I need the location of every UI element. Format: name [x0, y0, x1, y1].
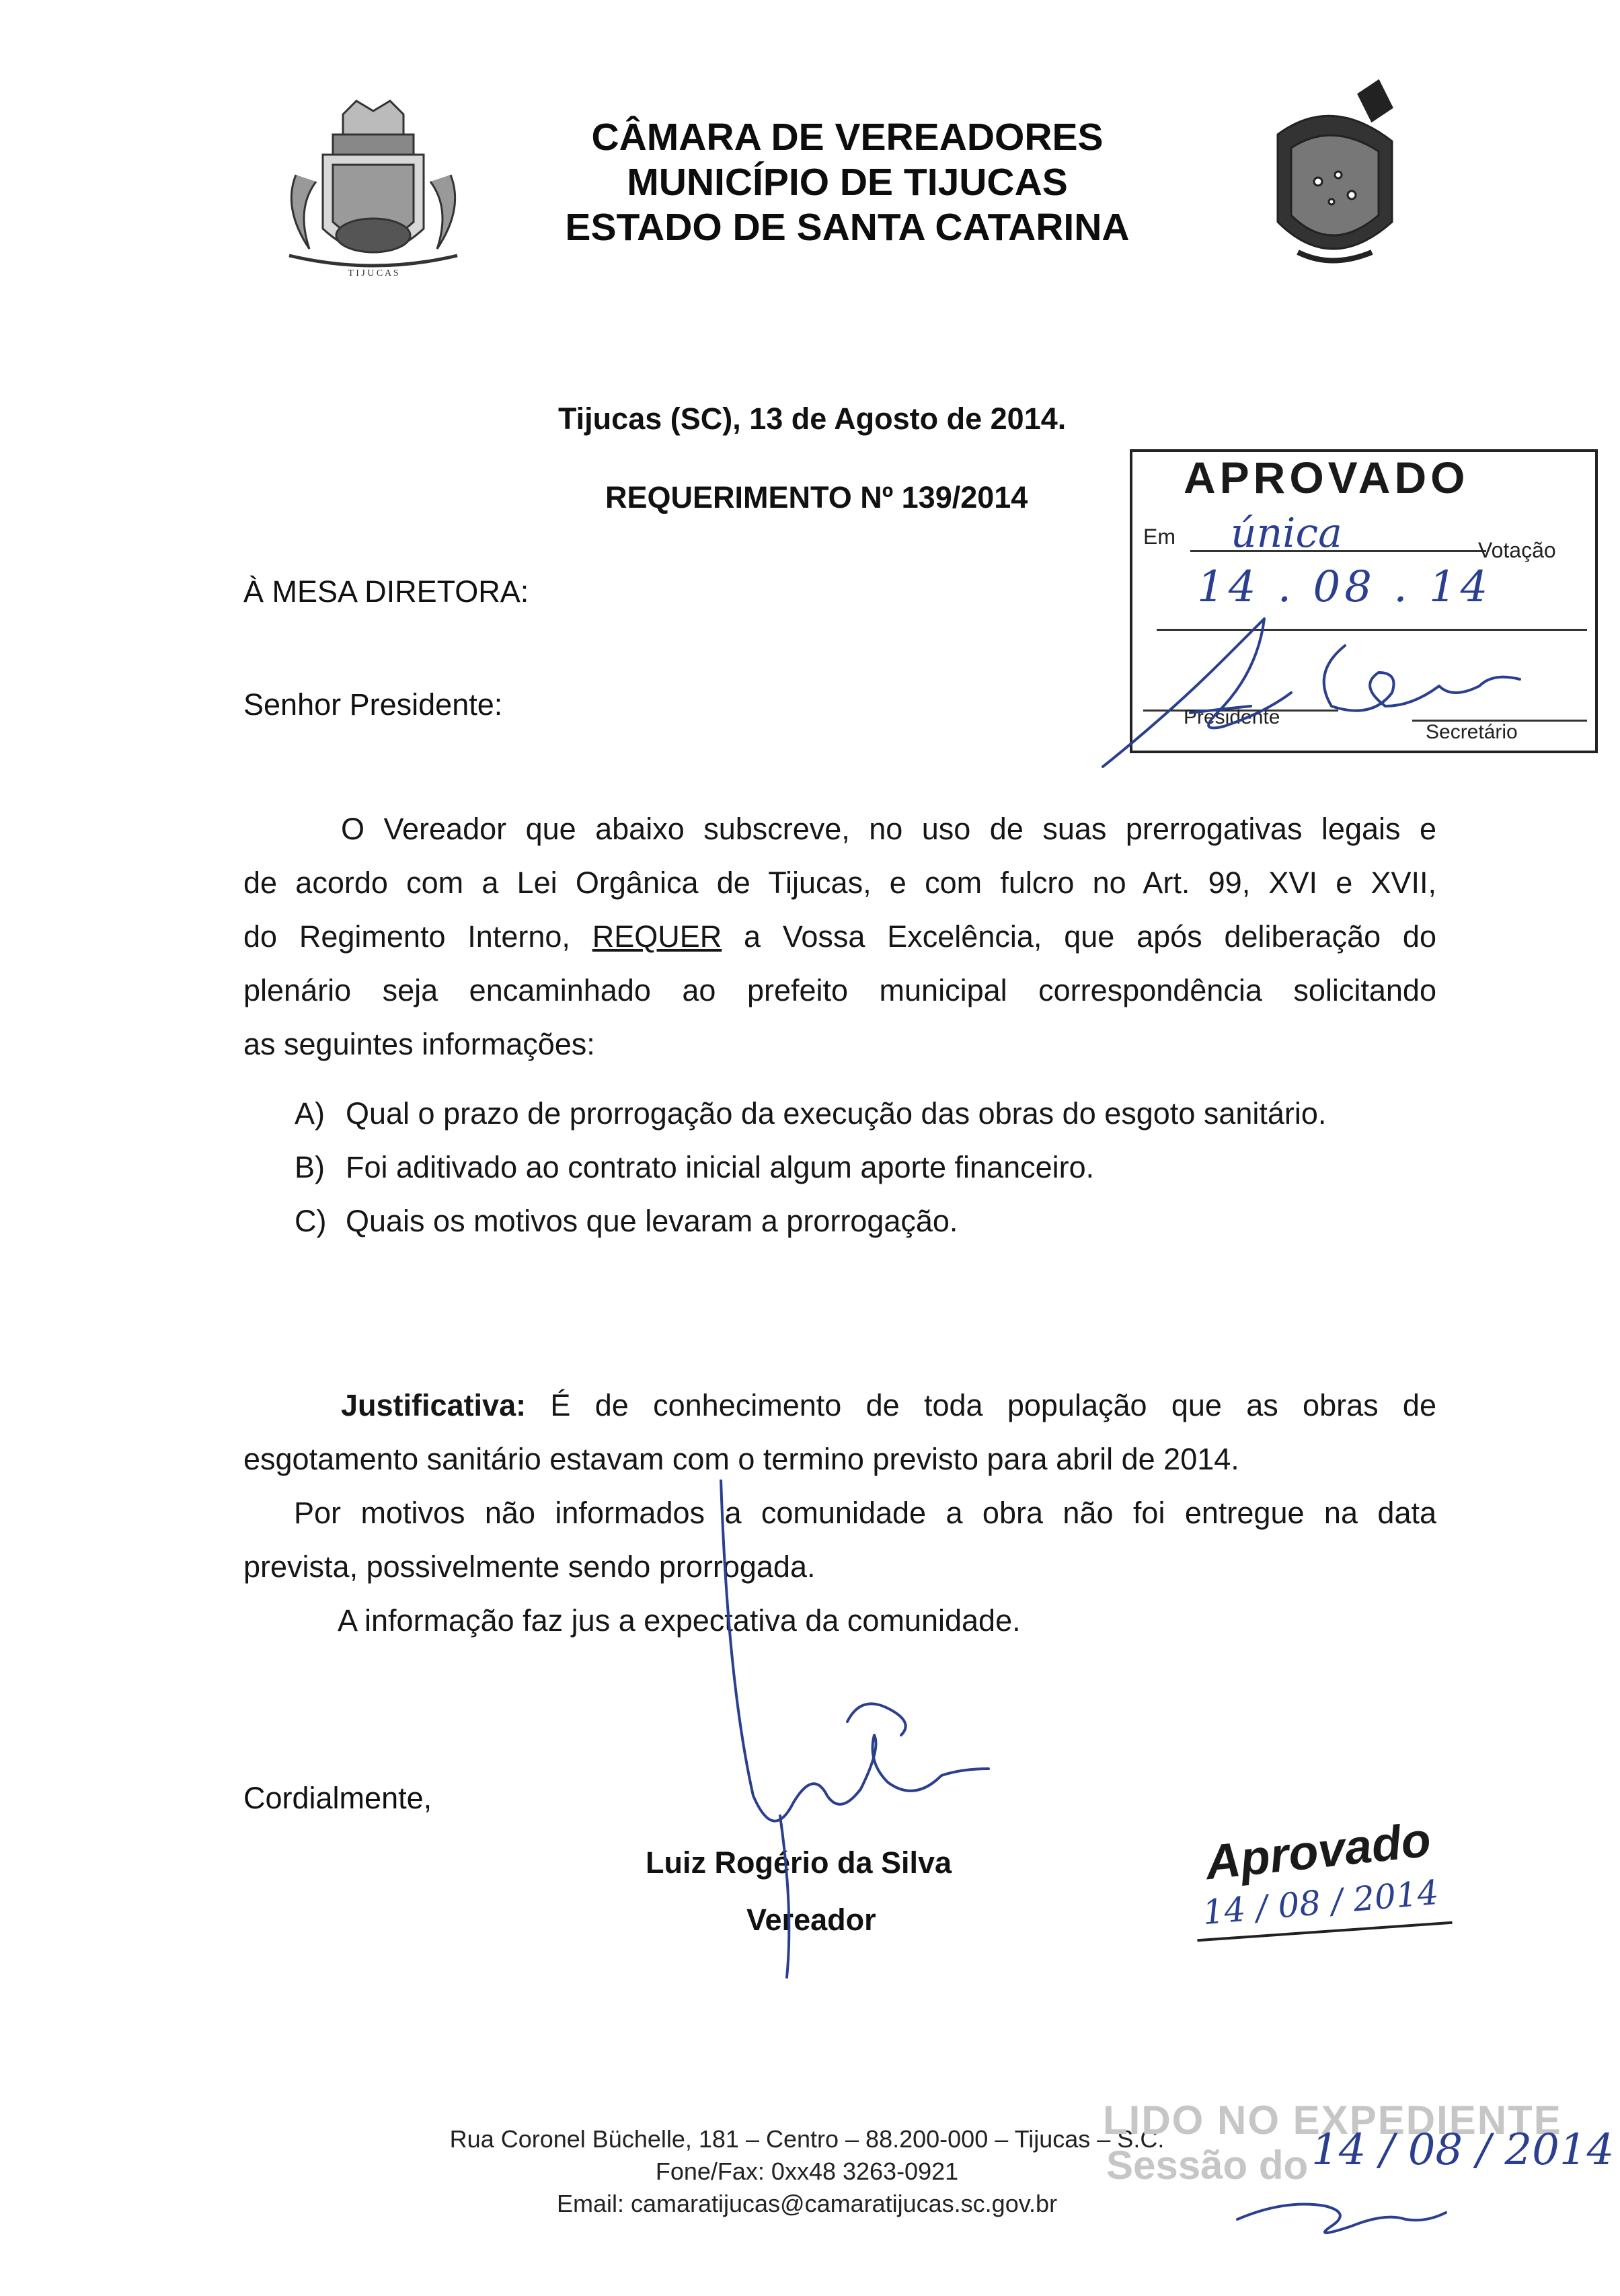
approval-stamp-presidente-label: Presidente: [1184, 706, 1280, 728]
svg-text:T I J U C A S: T I J U C A S: [348, 268, 399, 278]
salutation: Senhor Presidente:: [243, 687, 503, 722]
paragraph-line-3-end: a Vossa Excelência, que após deliberação do: [722, 919, 1436, 954]
justification-line-2: esgotamento sanitário estavam com o termino previsto para abril de 2014.: [243, 1442, 1239, 1476]
approval-stamp-em-line: [1190, 550, 1486, 552]
justification-line-1-text: É de conhecimento de toda população que as obras de: [526, 1388, 1436, 1422]
list-item-text: Quais os motivos que levaram a prorrogação.: [346, 1204, 958, 1238]
list-item: [295, 1087, 1326, 1141]
signer-name: Luiz Rogério da Silva: [646, 1845, 952, 1880]
approval-stamp-title: APROVADO: [1184, 453, 1469, 502]
signer-role: Vereador: [746, 1903, 876, 1937]
justification-line-3: Por motivos não informados a comunidade a obra não foi entregue na data: [294, 1496, 1436, 1530]
list-item-text: Qual o prazo de prorrogação da execução das obras do esgoto sanitário.: [346, 1096, 1327, 1131]
paragraph-line-3: [243, 910, 1436, 964]
aprovado-stamp-title: Aprovado: [1202, 1812, 1434, 1890]
request-paragraph: [243, 802, 1436, 1071]
date-line: Tijucas (SC), 13 de Agosto de 2014.: [558, 401, 1067, 436]
stamp-signatures: [1089, 592, 1587, 807]
justification-line-5: A informação faz jus a expectativa da comunidade.: [338, 1603, 1021, 1638]
aprovado-stamp-date: 14 / 08 / 2014: [1201, 1872, 1440, 1933]
approval-stamp-em-label: Em: [1143, 525, 1175, 549]
lido-stamp-signature: [1231, 2179, 1453, 2253]
justification-label: Justificativa:: [341, 1388, 527, 1422]
header-line-3: ESTADO DE SANTA CATARINA: [565, 206, 1130, 249]
paragraph-line-3-start: do Regimento Interno,: [243, 919, 570, 954]
footer-email: Email: camaratijucas@camaratijucas.sc.gov.br: [556, 2190, 1058, 2217]
lido-stamp-line-2: Sessão do: [1106, 2143, 1309, 2188]
list-item-label: B): [295, 1150, 325, 1184]
paragraph-line-5: as seguintes informações:: [243, 1027, 595, 1061]
paragraph-line-2: de acordo com a Lei Orgânica de Tijucas, e com fulcro no Art. 99, XVI e XVII,: [243, 866, 1436, 900]
approval-stamp-votacao-label: Votação: [1478, 538, 1556, 562]
lido-stamp-date: 14 / 08 / 2014: [1311, 2125, 1615, 2175]
header-line-1: CÂMARA DE VEREADORES: [591, 116, 1104, 159]
request-items: [295, 1087, 1326, 1248]
approval-stamp-date: 14 . 08 . 14: [1197, 562, 1492, 612]
footer-address: Rua Coronel Büchelle, 181 – Centro – 88.200-000 – Tijucas – S.C.: [449, 2125, 1165, 2153]
paragraph-line-1: O Vereador que abaixo subscreve, no uso de suas prerrogativas legais e: [341, 812, 1436, 846]
document-title: REQUERIMENTO Nº 139/2014: [605, 480, 1028, 514]
approval-stamp-em-value: única: [1231, 510, 1342, 557]
municipal-coat-of-arms: [269, 74, 477, 289]
list-item-text: Foi aditivado ao contrato inicial algum aporte financeiro.: [346, 1150, 1095, 1184]
list-item-label: A): [295, 1096, 325, 1131]
signer-signature: [713, 1480, 1022, 1991]
paragraph-line-4: plenário seja encaminhado ao prefeito municipal correspondência solicitando: [243, 973, 1436, 1007]
justification-line-1: [243, 1379, 1436, 1432]
legislative-seal: [1237, 67, 1426, 289]
header-line-2: MUNICÍPIO DE TIJUCAS: [627, 161, 1068, 204]
approval-stamp-secretario-label: Secretário: [1426, 721, 1518, 743]
requer-word: REQUER: [592, 919, 722, 954]
list-item: [295, 1194, 1326, 1248]
closing: Cordialmente,: [243, 1781, 432, 1815]
lido-stamp-line-1: LIDO NO EXPEDIENTE: [1103, 2098, 1562, 2143]
justification-line-4: prevista, possivelmente sendo prorrogada.: [243, 1549, 816, 1584]
list-item-label: C): [295, 1204, 327, 1238]
list-item: [295, 1141, 1326, 1194]
recipient: À MESA DIRETORA:: [243, 574, 529, 609]
footer-phone: Fone/Fax: 0xx48 3263-0921: [655, 2157, 959, 2185]
